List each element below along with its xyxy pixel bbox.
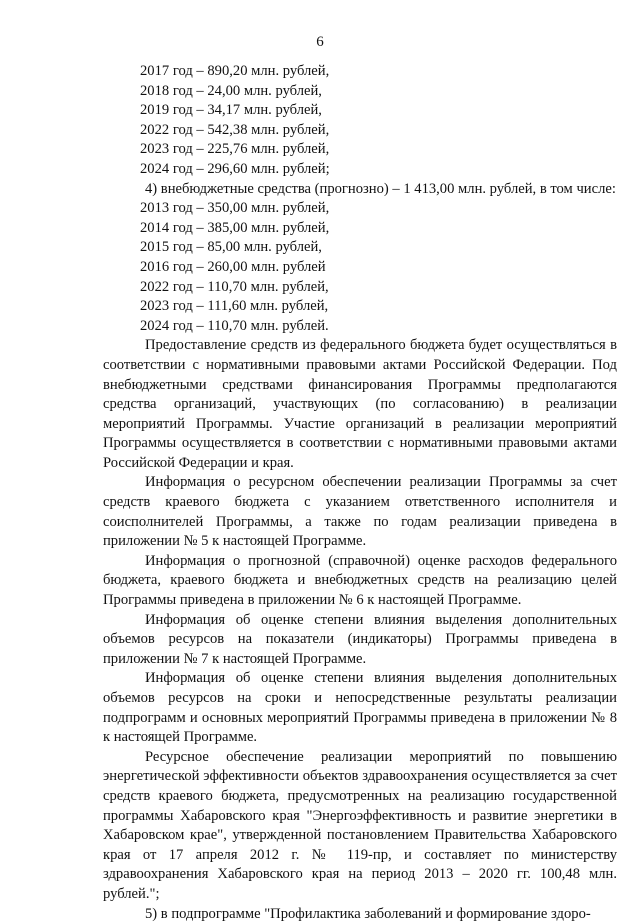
list-item: 2024 год – 296,60 млн. рублей; xyxy=(140,160,330,177)
list-item: 2024 год – 110,70 млн. рублей. xyxy=(140,317,329,334)
list-item: 2023 год – 225,76 млн. рублей, xyxy=(140,141,330,158)
list-item: 2013 год – 350,00 млн. рублей, xyxy=(140,200,330,217)
item-4-paragraph: 4) внебюджетные средства (прогнозно) – 1 413,00 млн. рублей, в том числе: xyxy=(145,180,616,197)
funding-list-a xyxy=(103,62,617,180)
list-item: 2018 год – 24,00 млн. рублей, xyxy=(140,82,322,99)
list-item: 2015 год – 85,00 млн. рублей, xyxy=(140,239,322,256)
list-item: 2016 год – 260,00 млн. рублей xyxy=(140,258,326,275)
paragraph: Информация об оценке степени влияния выделения дополнительных объемов ресурсов на показатели (индикаторы) Программы приведена в приложении № 7 к настоящей Программе. xyxy=(103,611,617,667)
page-number: 6 xyxy=(316,34,324,50)
list-item: 2022 год – 110,70 млн. рублей, xyxy=(140,278,329,295)
paragraph: Информация о ресурсном обеспечении реализации Программы за счет средств краевого бюджета с указанием ответственного исполнителя и соисполнителей Программы, а также по годам реализации приведена в приложении № 5 к настоящей Программе. xyxy=(103,474,617,550)
list-item: 2022 год – 542,38 млн. рублей, xyxy=(140,121,330,138)
page-content xyxy=(103,62,617,924)
paragraph: Предоставление средств из федерального бюджета будет осуществляться в соответствии с нормативными правовыми актами Российской Федерации. Под внебюджетными средствами финансирования Программы предполагаются средства организаций, участвующих (по согласованию) в реализации мероприятий Программы. Участие организаций в реализации мероприятий Программы осуществляется в соответствии с нормативными правовыми актами Российской Федерации и края. xyxy=(103,337,617,471)
paragraph: Информация о прогнозной (справочной) оценке расходов федерального бюджета, краевого бюджета и внебюджетных средств на реализацию целей Программы приведена в приложении № 6 к настоящей Программе. xyxy=(103,552,617,609)
list-item: 2019 год – 34,17 млн. рублей, xyxy=(140,102,322,119)
paragraph: Информация об оценке степени влияния выделения дополнительных объемов ресурсов на сроки и непосредственные результаты реализации подпрограмм и основных мероприятий Программы приведена в приложении № 8 к настоящей Программе. xyxy=(103,670,617,746)
list-item: 2014 год – 385,00 млн. рублей, xyxy=(140,219,330,236)
list-item: 2023 год – 111,60 млн. рублей, xyxy=(140,298,329,315)
item-5-paragraph: 5) в подпрограмме "Профилактика заболеваний и формирование здоро- xyxy=(145,905,591,922)
paragraph: Ресурсное обеспечение реализации мероприятий по повышению энергетической эффективности объектов здравоохранения осуществляется за счет средств краевого бюджета, предусмотренных на реализацию государственной программы Хабаровского края "Энергоэффективность и развитие энергетики в Хабаровском крае", утвержденной постановлением Правительства Хабаровского края от 17 апреля 2012 г. № 119-пр, и составляет по министерству здравоохранения Хабаровского края на период 2013 – 2020 гг. 100,48 млн. рублей."; xyxy=(103,748,617,902)
funding-list-b xyxy=(103,199,617,336)
list-item: 2017 год – 890,20 млн. рублей, xyxy=(140,63,330,79)
